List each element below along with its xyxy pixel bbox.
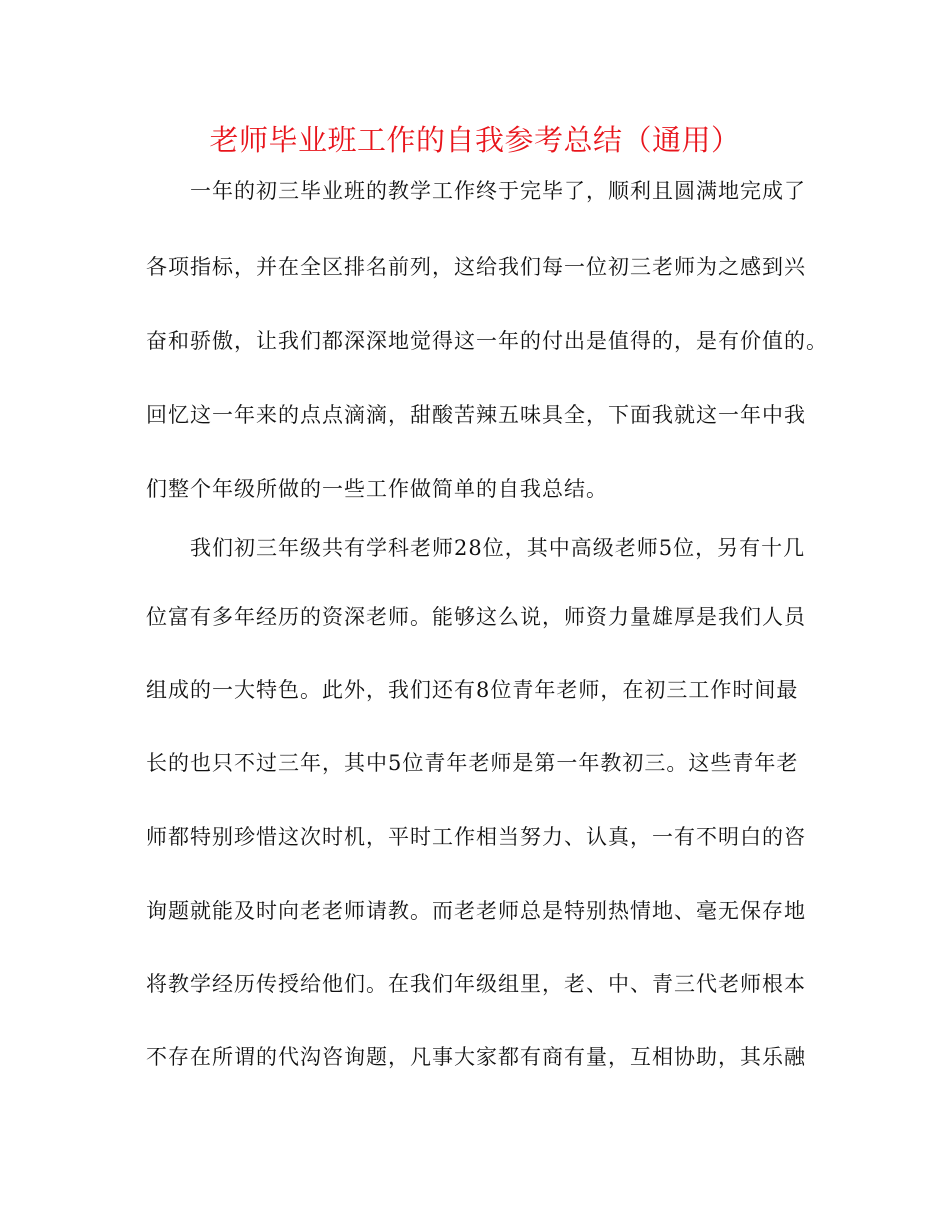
paragraph-2-line-4: 长的也只不过三年，其中5位青年老师是第一年教初三。这些青年老 xyxy=(146,751,799,775)
paragraph-1-line-4: 回忆这一年来的点点滴滴，甜酸苦辣五味具全，下面我就这一年中我 xyxy=(146,403,806,427)
paragraph-2-line-1: 我们初三年级共有学科老师28位，其中高级老师5位，另有十几 xyxy=(190,536,806,560)
paragraph-2-line-5: 师都特别珍惜这次时机，平时工作相当努力、认真，一有不明白的咨 xyxy=(146,825,806,849)
paragraph-1-line-5: 们整个年级所做的一些工作做简单的自我总结。 xyxy=(146,477,608,501)
paragraph-2-line-2: 位富有多年经历的资深老师。能够这么说，师资力量雄厚是我们人员 xyxy=(146,605,806,629)
document-title: 老师毕业班工作的自我参考总结（通用） xyxy=(209,123,741,157)
paragraph-1-line-3: 奋和骄傲，让我们都深深地觉得这一年的付出是值得的，是有价值的。 xyxy=(146,329,828,353)
paragraph-2-line-6: 询题就能及时向老老师请教。而老老师总是特别热情地、毫无保存地 xyxy=(146,899,806,923)
paragraph-1-line-1: 一年的初三毕业班的教学工作终于完毕了，顺利且圆满地完成了 xyxy=(190,179,806,203)
paragraph-2-line-3: 组成的一大特色。此外，我们还有8位青年老师，在初三工作时间最 xyxy=(146,678,799,702)
paragraph-2-line-8: 不存在所谓的代沟咨询题，凡事大家都有商有量，互相协助，其乐融 xyxy=(146,1045,806,1069)
paragraph-1-line-2: 各项指标，并在全区排名前列，这给我们每一位初三老师为之感到兴 xyxy=(146,255,806,279)
paragraph-2-line-7: 将教学经历传授给他们。在我们年级组里，老、中、青三代老师根本 xyxy=(146,972,806,996)
